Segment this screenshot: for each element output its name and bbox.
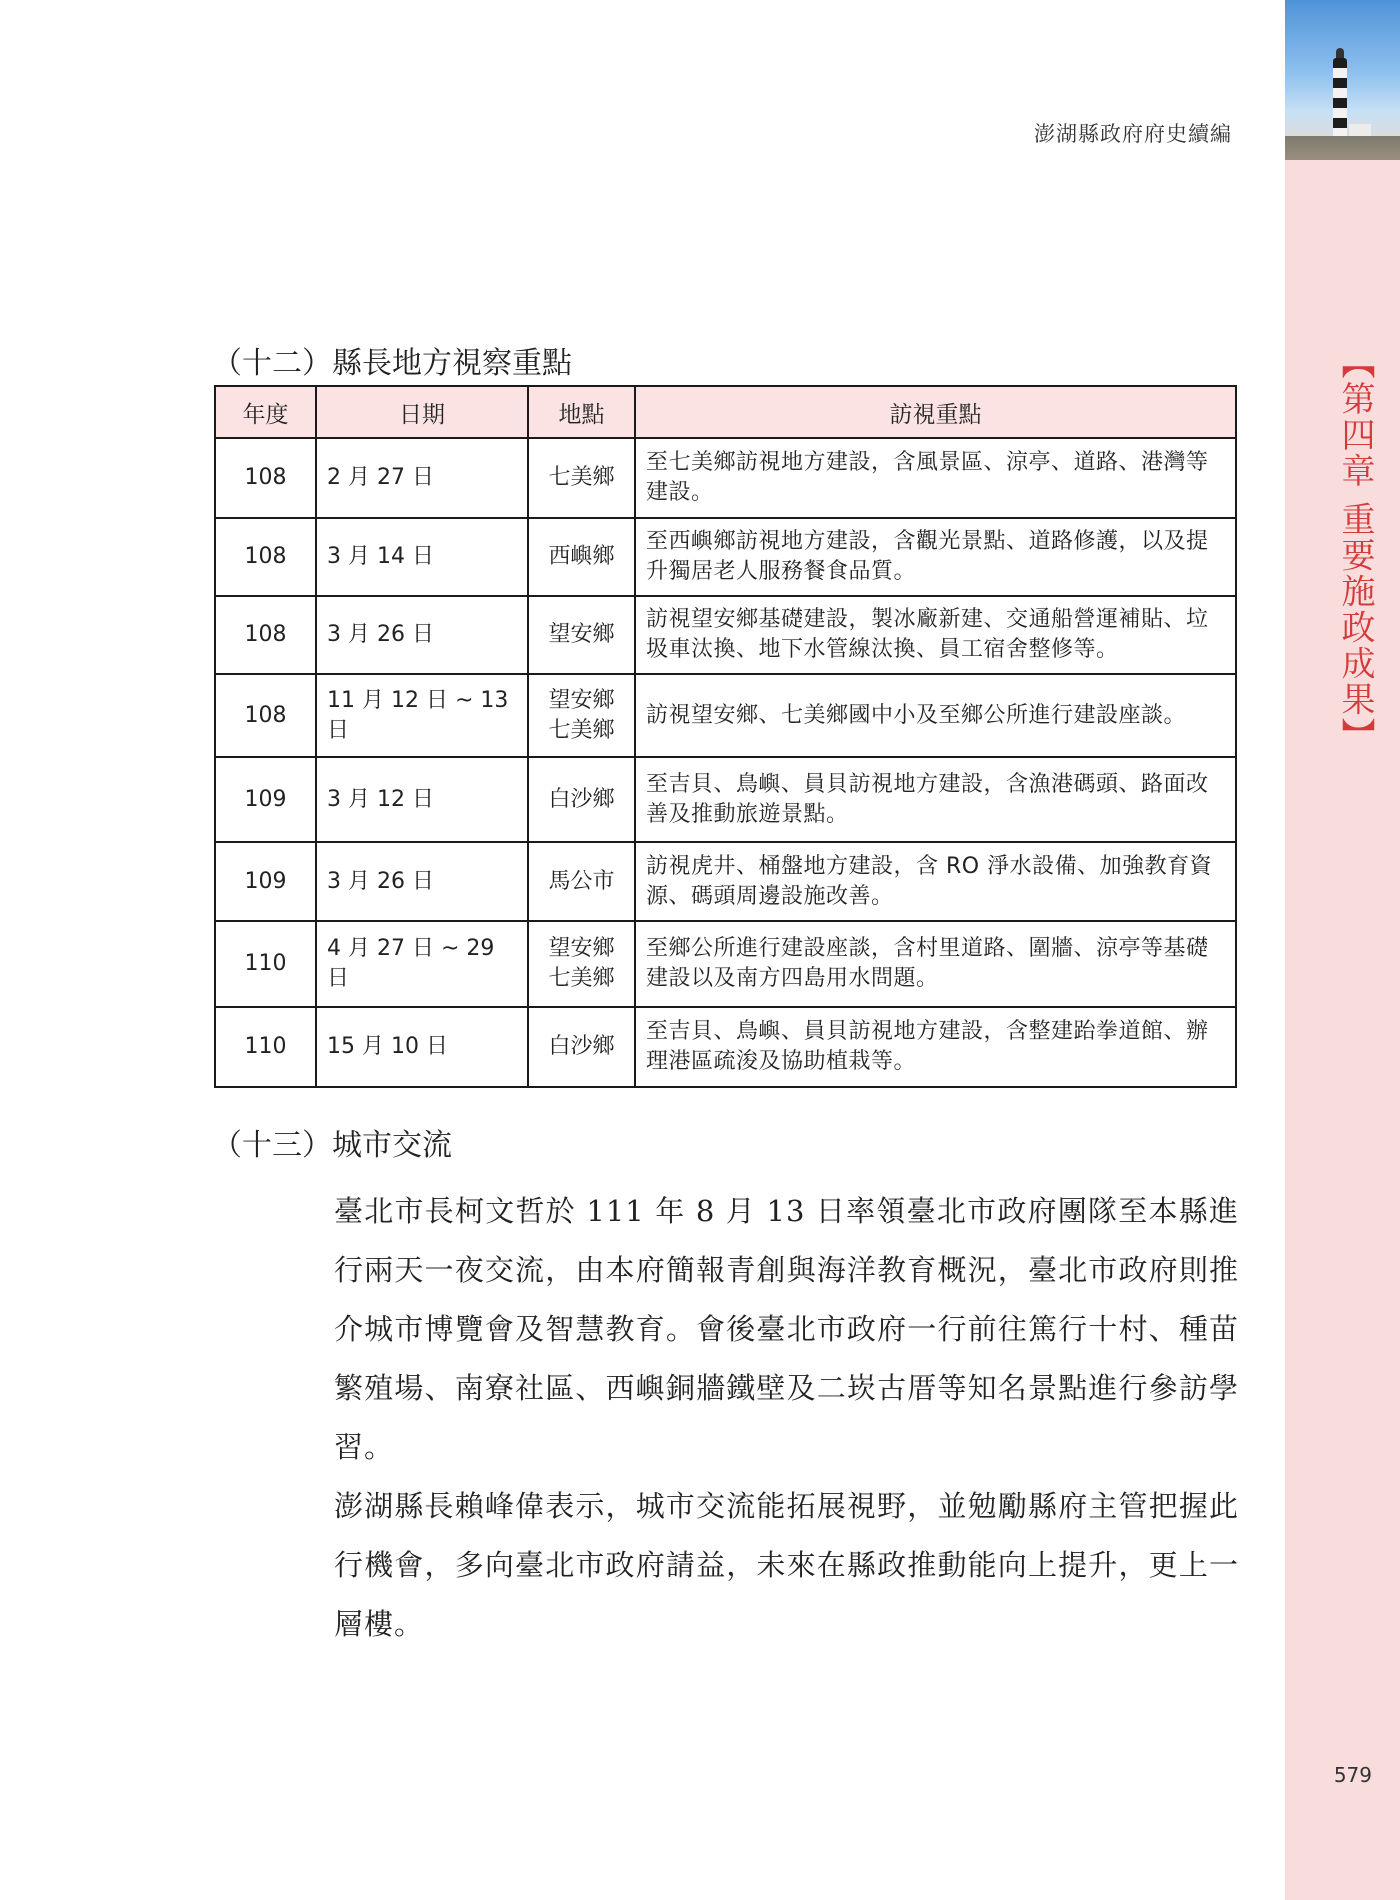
table-row [215,842,1236,921]
table-row [215,596,1236,674]
header-place: 地點 [528,386,635,438]
cell-date: 3 月 14 日 [316,518,528,596]
cell-year: 108 [215,518,316,596]
table-row [215,518,1236,596]
paragraph: 澎湖縣長賴峰偉表示，城市交流能拓展視野，並勉勵縣府主管把握此行機會，多向臺北市政府請益，未來在縣政推動能向上提升，更上一層樓。 [334,1489,1239,1641]
lighthouse-photo [1285,0,1400,160]
page-number: 579 [1333,1763,1372,1787]
cell-date: 3 月 12 日 [316,757,528,842]
cell-place: 馬公市 [528,842,635,921]
cell-place: 望安鄉 七美鄉 [528,921,635,1007]
cell-focus: 訪視望安鄉、七美鄉國中小及至鄉公所進行建設座談。 [635,674,1236,757]
table-row [215,674,1236,757]
table-row [215,1007,1236,1087]
cell-year: 109 [215,757,316,842]
cell-date: 4 月 27 日 ~ 29 日 [316,921,528,1007]
paragraph: 臺北市長柯文哲於 111 年 8 月 13 日率領臺北市政府團隊至本縣進行兩天一夜交流，由本府簡報青創與海洋教育概況，臺北市政府則推介城市博覽會及智慧教育。會後臺北市政府一行前往篤行十村、種苗繁殖場、南寮社區、西嶼銅牆鐵壁及二崁古厝等知名景點進行參訪學習。 [334,1194,1239,1464]
header-date: 日期 [316,386,528,438]
cell-year: 108 [215,438,316,518]
lighthouse-tower [1333,58,1347,136]
lighthouse-hut [1349,124,1371,136]
cell-year: 110 [215,1007,316,1087]
cell-date: 2 月 27 日 [316,438,528,518]
cell-place: 七美鄉 [528,438,635,518]
inspection-table [214,385,1237,1088]
cell-focus: 至鄉公所進行建設座談，含村里道路、圍牆、涼亭等基礎建設以及南方四島用水問題。 [635,921,1236,1007]
section-13-body [334,1182,1239,1654]
section-12-title: （十二）縣長地方視察重點 [212,346,572,381]
section-13-title: （十三）城市交流 [212,1128,452,1163]
cell-focus: 訪視虎井、桶盤地方建設，含 RO 淨水設備、加強教育資源、碼頭周邊設施改善。 [635,842,1236,921]
cell-place: 白沙鄉 [528,1007,635,1087]
cell-place: 白沙鄉 [528,757,635,842]
table-row [215,438,1236,518]
header-year: 年度 [215,386,316,438]
cell-place: 西嶼鄉 [528,518,635,596]
cell-year: 110 [215,921,316,1007]
header-focus: 訪視重點 [635,386,1236,438]
table-row [215,921,1236,1007]
cell-date: 3 月 26 日 [316,842,528,921]
photo-ground [1285,136,1400,160]
cell-place: 望安鄉 [528,596,635,674]
side-strip [1285,0,1400,1900]
cell-focus: 至吉貝、鳥嶼、員貝訪視地方建設，含漁港碼頭、路面改善及推動旅遊景點。 [635,757,1236,842]
chapter-tab: 【第四章 重要施政成果】 [1335,345,1375,754]
cell-date: 11 月 12 日 ~ 13 日 [316,674,528,757]
table-header-row [215,386,1236,438]
cell-date: 3 月 26 日 [316,596,528,674]
cell-focus: 訪視望安鄉基礎建設，製冰廠新建、交通船營運補貼、垃圾車汰換、地下水管線汰換、員工宿舍整修等。 [635,596,1236,674]
cell-place: 望安鄉 七美鄉 [528,674,635,757]
running-head: 澎湖縣政府府史續編 [1034,122,1232,146]
cell-date: 15 月 10 日 [316,1007,528,1087]
cell-year: 108 [215,674,316,757]
cell-focus: 至吉貝、鳥嶼、員貝訪視地方建設，含整建跆拳道館、辦理港區疏浚及協助植栽等。 [635,1007,1236,1087]
cell-year: 108 [215,596,316,674]
cell-year: 109 [215,842,316,921]
table-row [215,757,1236,842]
cell-focus: 至西嶼鄉訪視地方建設，含觀光景點、道路修護，以及提升獨居老人服務餐食品質。 [635,518,1236,596]
cell-focus: 至七美鄉訪視地方建設，含風景區、涼亭、道路、港灣等建設。 [635,438,1236,518]
